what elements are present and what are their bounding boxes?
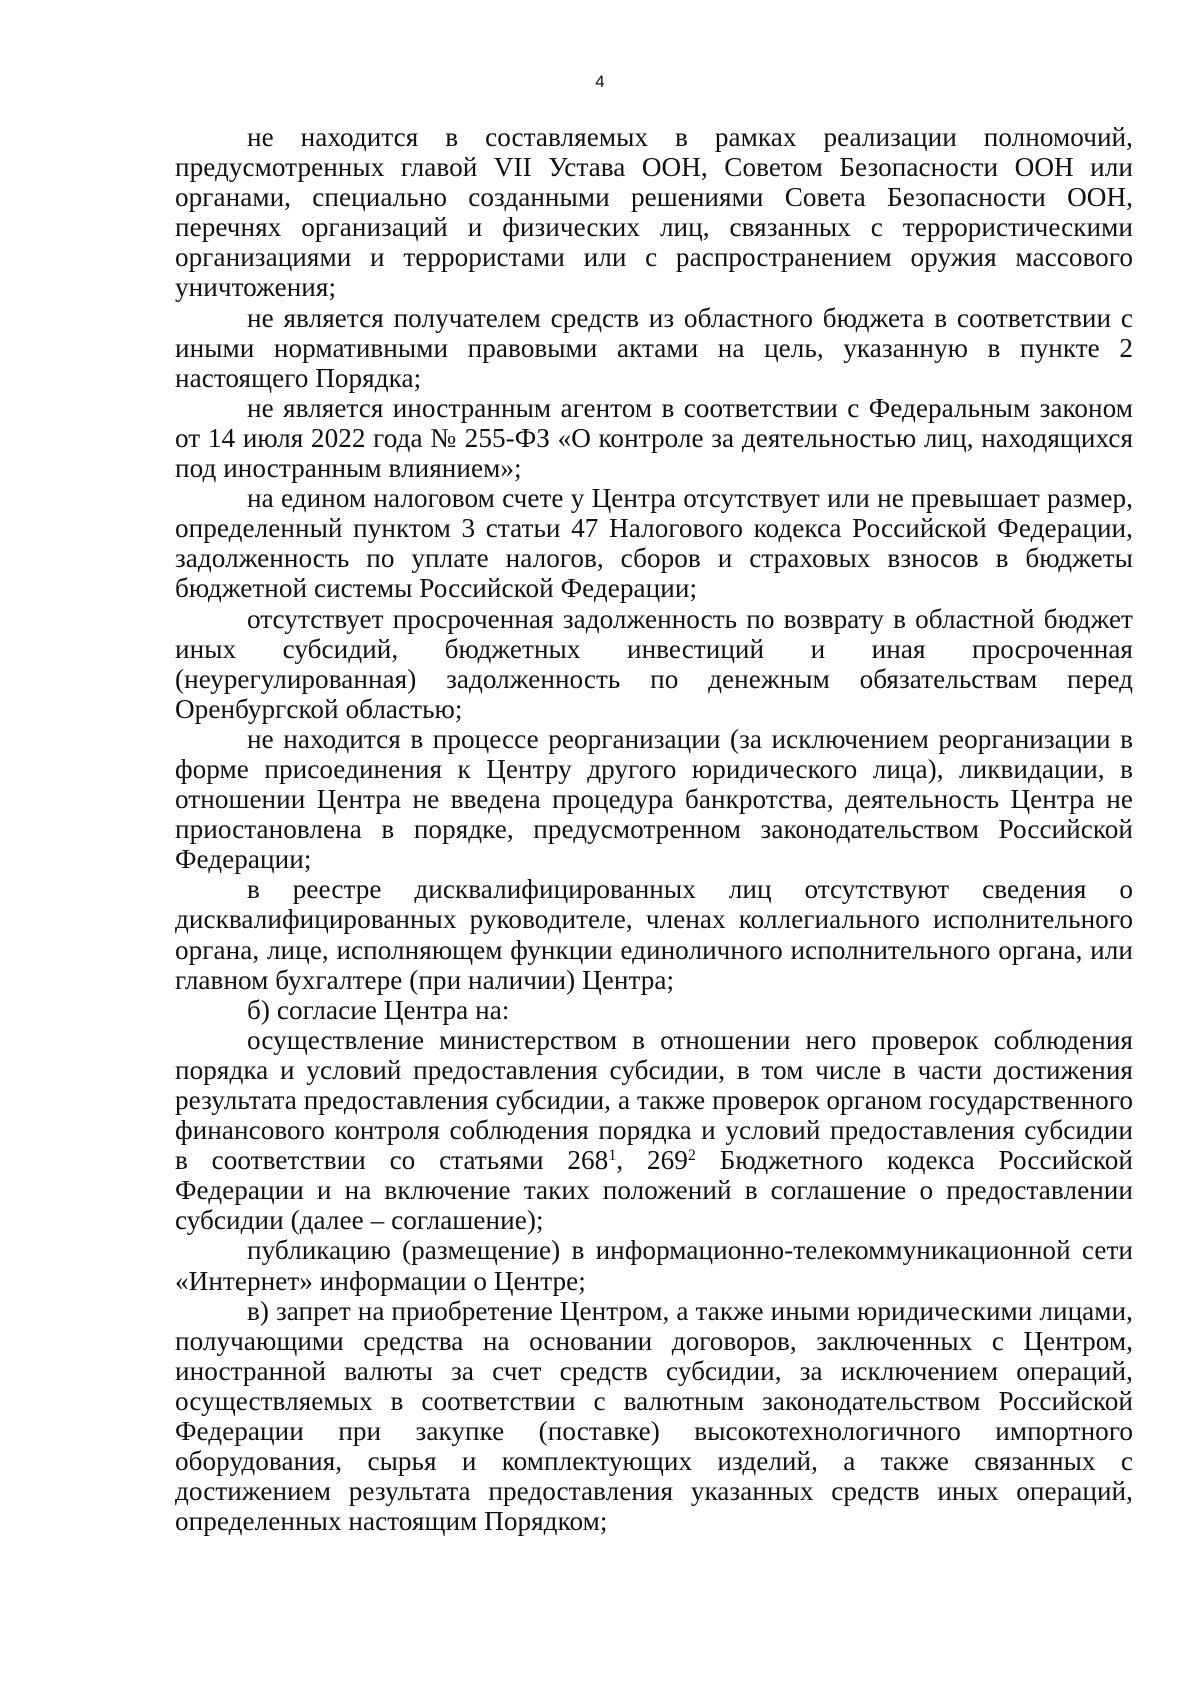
page-number: 4 [595, 72, 605, 91]
paragraph-un-lists: не находится в составляемых в рамках реализации полномочий, предусмотренных главой VII Устава ООН, Советом Безопасности ООН или органами, специально созданными решениями Совета Безопасности ООН, перечнях организаций и физических лиц, связанных с террористическими организациями и террористами или с распространением оружия массового уничтожения; [175, 122, 1133, 303]
paragraph-consent-heading: б) согласие Центра на: [247, 994, 510, 1025]
article-ref-1: 268 [567, 1145, 609, 1176]
article-ref-2: 269 [646, 1145, 688, 1176]
paragraph-foreign-agent: не является иностранным агентом в соответствии с Федеральным законом от 14 июля 2022 года № 255-ФЗ «О контроле за деятельностью лиц, находящихся под иностранным влиянием»; [175, 392, 1133, 484]
paragraph-tax-debt: на едином налоговом счете у Центра отсутствует или не превышает размер, определенный пунктом 3 статьи 47 Налогового кодекса Российской Федерации, задолженность по уплате налогов, сборов и страховых взносов в бюджеты бюджетной системы Российской Федерации; [175, 483, 1133, 604]
paragraph-overdue-debt: отсутствует просроченная задолженность по возврату в областной бюджет иных субсидий, бюджетных инвестиций и иная просроченная (неурегулированная) задолженность по денежным обязательствам перед Оренбургской областью; [175, 603, 1133, 724]
consent-text-after-refs: Бюджетного кодекса Российской Федерации и на включение таких положений в соглашение о предоставлении субсидии (далее – соглашение); [175, 1145, 1134, 1236]
consent-text-before-refs: осуществление министерством в отношении него проверок соблюдения порядка и условий предоставления субсидии, в том числе в части достижения результата предоставления субсидии, а также проверок органом государственного финансового контроля соблюдения порядка и условий предоставления субсидии в соответствии со статьями [175, 1024, 1133, 1176]
paragraph-not-recipient: не является получателем средств из областного бюджета в соответствии с иными нормативными правовыми актами на цель, указанную в пункте 2 настоящего Порядка; [175, 302, 1133, 393]
paragraph-disqualified-registry: в реестре дисквалифицированных лиц отсутствуют сведения о дисквалифицированных руководителе, членах коллегиального исполнительного органа, лице, исполняющем функции единоличного исполнительного органа, или главном бухгалтере (при наличии) Центра; [175, 874, 1133, 995]
article-ref-1-superscript: 1 [608, 1147, 617, 1165]
article-ref-separator: , [616, 1145, 647, 1176]
article-ref-2-superscript: 2 [687, 1147, 696, 1165]
paragraph-currency-ban: в) запрет на приобретение Центром, а также иными юридическими лицами, получающими средства на основании договоров, заключенных с Центром, иностранной валюты за счет средств субсидии, за исключением операций, осуществляемых в соответствии с валютным законодательством Российской Федерации при закупке (поставке) высокотехнологичного импортного оборудования, сырья и комплектующих изделий, а также связанных с достижением результата предоставления указанных средств иных операций, определенных настоящим Порядком; [175, 1295, 1133, 1537]
paragraph-consent-inspections [175, 1025, 1133, 1236]
paragraph-publication: публикацию (размещение) в информационно-телекоммуникационной сети «Интернет» информации о Центре; [175, 1235, 1133, 1296]
paragraph-reorganization: не находится в процессе реорганизации (за исключением реорганизации в форме присоединения к Центру другого юридического лица), ликвидации, в отношении Центра не введена процедура банкротства, деятельность Центра не приостановлена в порядке, предусмотренном законодательством Российской Федерации; [175, 723, 1133, 875]
document-body [175, 122, 1133, 1536]
